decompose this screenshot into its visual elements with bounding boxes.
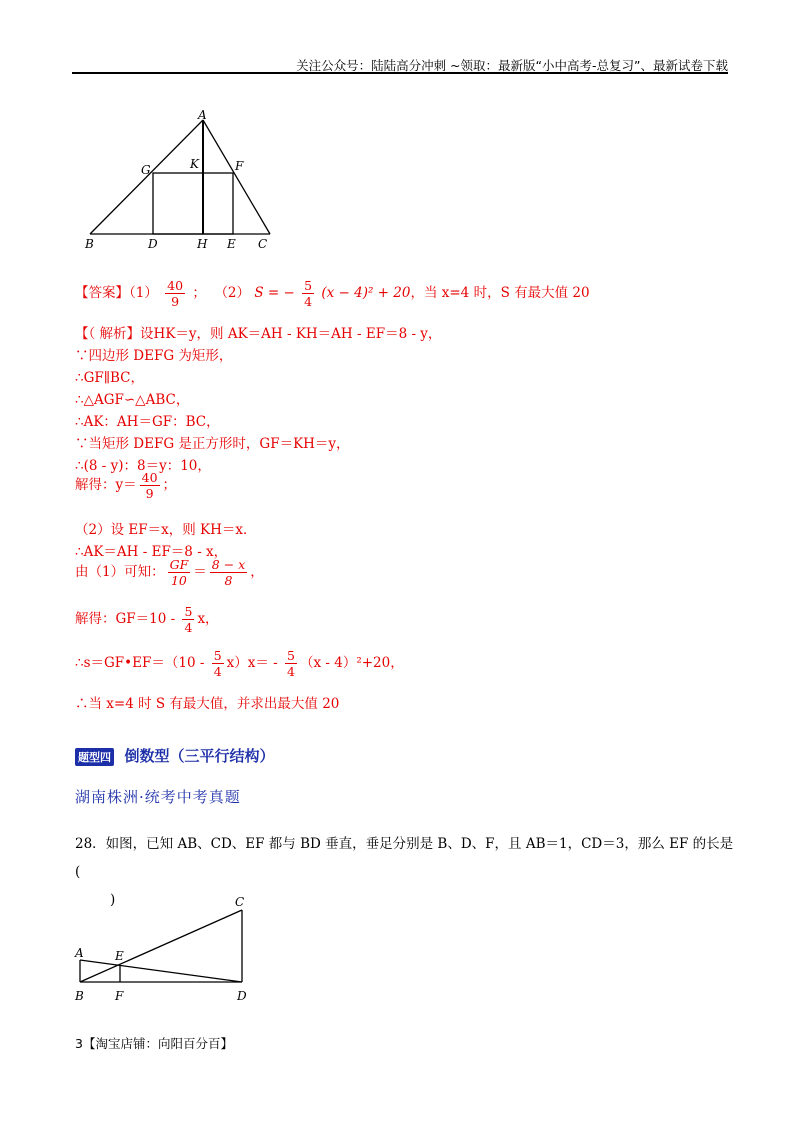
analysis-line-14: ∴当 x=4 时 S 有最大值，并求出最大值 20	[75, 696, 340, 712]
section-title: 倒数型（三平行结构）	[124, 747, 275, 765]
analysis-line-11: 由（1）可知： $\frac{GF}{10}$ ＝ $\frac{8 - x}{8}$ ，	[75, 557, 264, 588]
analysis-line-2: ∵四边形 DEFG 为矩形，	[75, 348, 233, 364]
triangle-figure	[80, 108, 280, 253]
side-ac	[203, 120, 270, 234]
question-answer-blank: )	[110, 892, 116, 908]
analysis-line-10: ∴AK＝AH - EF＝8 - x，	[75, 544, 228, 560]
label-a: A	[75, 946, 84, 960]
analysis-line-13: ∴s＝GF•EF＝（10 - $\frac{5}{4}$ x）x＝ - $\frac{5}{4}$ （x - 4）²+20，	[75, 648, 404, 679]
header-rule	[72, 72, 728, 74]
label-c: C	[235, 895, 245, 909]
analysis-line-8: 解得：y＝ $\frac{40}{9}$ ；	[75, 470, 177, 501]
parallel-lines-figure	[72, 890, 262, 1010]
analysis-line-7: ∴(8 - y)：8＝y：10，	[75, 458, 211, 474]
question-source: 湖南株洲·统考中考真题	[75, 788, 241, 806]
label-g: G	[141, 163, 151, 177]
label-f: F	[235, 159, 244, 173]
analysis-line-5: ∴AK：AH＝GF：BC，	[75, 414, 220, 430]
label-b: B	[85, 237, 94, 251]
analysis-line-3: ∴GF∥BC，	[75, 370, 144, 386]
label-e: E	[227, 237, 236, 251]
section-badge: 题型四	[75, 748, 114, 766]
answer-line: 【答案】（1） $\frac{40}{9}$ ； （2） S = − $\frac{5}{4}$ (x − 4)² + 20，当 x=4 时，S 有最大值 20	[75, 278, 590, 309]
page-header: 关注公众号：陆陆高分冲刺 ~领取：最新版“小中高考-总复习”、最新试卷下载	[296, 58, 728, 73]
rectangle-defg	[153, 173, 233, 234]
section-heading	[75, 745, 274, 766]
label-e: E	[115, 949, 124, 963]
label-d: D	[148, 237, 158, 251]
analysis-line-9: （2）设 EF＝x，则 KH＝x．	[75, 522, 257, 538]
page-footer: 3【淘宝店铺：向阳百分百】	[75, 1036, 233, 1051]
label-a: A	[198, 108, 207, 122]
analysis-line-6: ∵当矩形 DEFG 是正方形时，GF＝KH＝y，	[75, 436, 350, 452]
side-ab	[90, 120, 203, 234]
label-c: C	[258, 237, 268, 251]
label-k: K	[190, 157, 199, 171]
label-b: B	[75, 989, 84, 1003]
analysis-line-1: 【（ 解析】设HK＝y，则 AK＝AH - KH＝AH - EF＝8 - y，	[75, 326, 442, 342]
label-f: F	[115, 989, 124, 1003]
question-text: 28．如图，已知 AB、CD、EF 都与 BD 垂直，垂足分别是 B、D、F，且 AB＝1，CD＝3，那么 EF 的长是(	[75, 836, 734, 880]
analysis-line-4: ∴△AGF∽△ABC，	[75, 392, 190, 408]
analysis-line-12: 解得：GF＝10 - $\frac{5}{4}$ x，	[75, 604, 219, 635]
label-h: H	[197, 237, 208, 251]
label-d: D	[237, 989, 247, 1003]
